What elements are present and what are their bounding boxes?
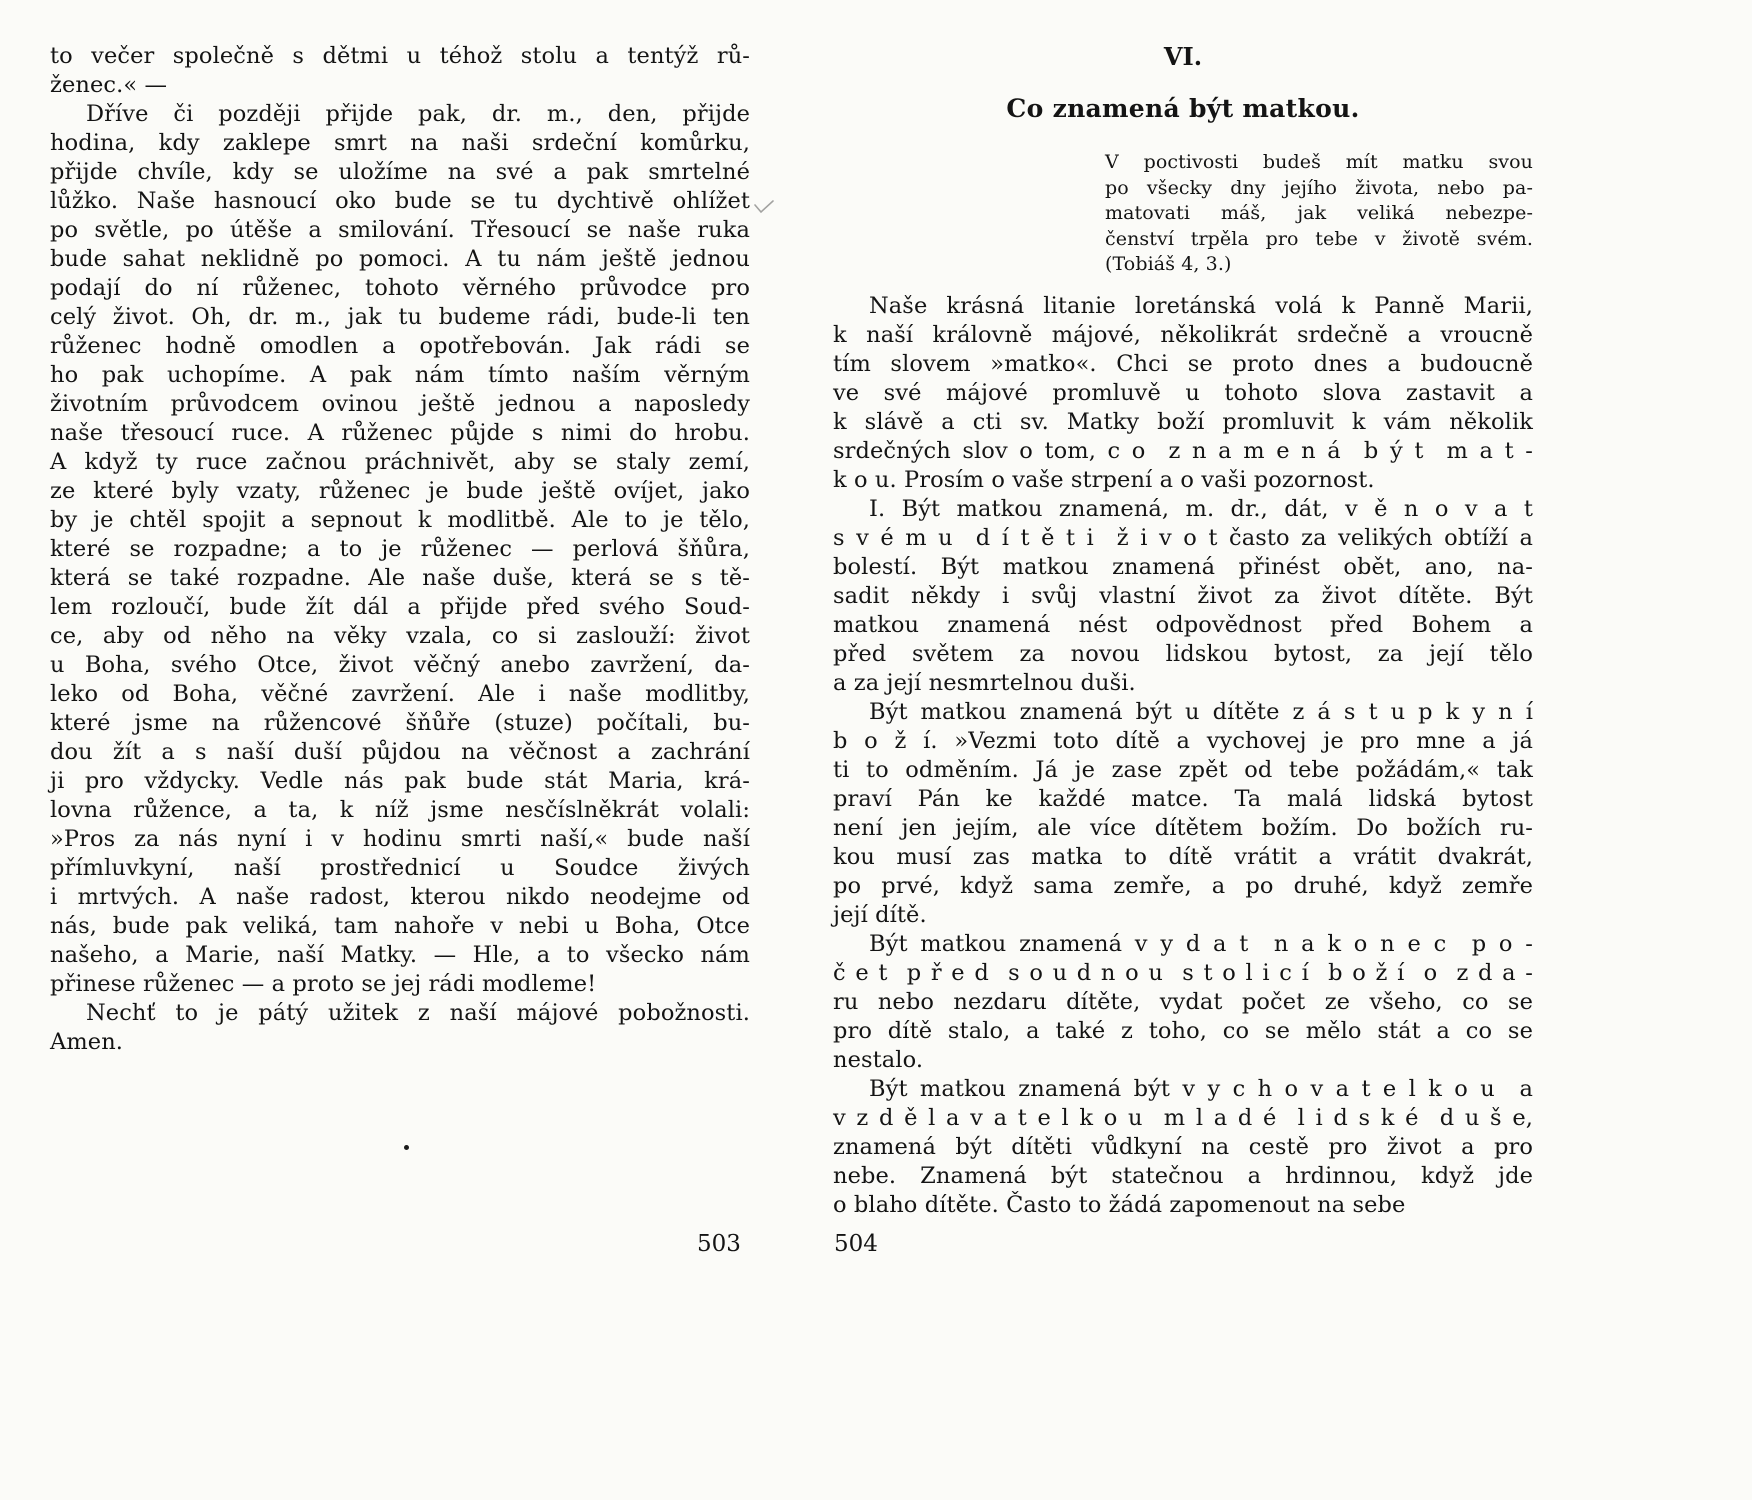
text-line: Nechť to je pátý užitek z naší májové pobožnosti. (86, 1000, 750, 1026)
text-line: I. Být matkou znamená, m. dr., dát, v ě n o v a t (869, 495, 1533, 522)
text-line: k o u. Prosím o vaše strpení a o vaši pozornost. (833, 466, 1375, 493)
text-line: naše třesoucí ruce. A růženec půjde s nimi do hrobu. (50, 420, 750, 446)
text-line: pro dítě stalo, a také z toho, co se mělo stát a co se (833, 1017, 1533, 1044)
text-line: b o ž í. »Vezmi toto dítě a vychovej je pro mne a já (833, 727, 1533, 754)
text-line: ru nebo nezdaru dítěte, vydat počet ze všeho, co se (833, 988, 1533, 1015)
chapter-title: Co znamená být matkou. (1006, 94, 1360, 123)
text-line: její dítě. (833, 901, 927, 928)
text-line: nás, bude pak veliká, tam nahoře v nebi u Boha, Otce (50, 913, 750, 939)
text-line: celý život. Oh, dr. m., jak tu budeme rádi, bude-li ten (50, 304, 750, 330)
text-line: Naše krásná litanie loretánská volá k Panně Marii, (869, 292, 1533, 319)
paragraph (833, 698, 1533, 930)
text-line: V poctivosti budeš mít matku svou (1105, 151, 1533, 173)
text-line: Amen. (50, 1029, 124, 1055)
text-line: ve své májové promluvě u tohoto slova zastavit a (833, 379, 1533, 406)
text-line: lem rozloučí, bude žít dál a přijde před svého Soud- (50, 594, 750, 620)
text-line: o blaho dítěte. Často to žádá zapomenout na sebe (833, 1191, 1406, 1218)
text-line: Být matkou znamená v y d a t n a k o n e c p o - (869, 930, 1533, 957)
paragraph (833, 930, 1533, 1075)
text-line: k naší královně májové, několikrát srdečně a vroucně (833, 321, 1533, 348)
text-line: po světle, po útěše a smilování. Třesoucí se naše ruka (50, 217, 750, 243)
text-line: (Tobiáš 4, 3.) (1105, 253, 1232, 275)
text-line: dou žít a s naší duší půjdou na věčnost a zachrání (50, 739, 750, 765)
text-line: Být matkou znamená být u dítěte z á s t u p k y n í (869, 698, 1533, 725)
page-number-left: 503 (697, 1231, 741, 1257)
text-line: ze které byly vzaty, růženec je bude ještě ovíjet, jako (50, 478, 750, 504)
paragraph (50, 999, 750, 1057)
text-line: znamená být dítěti vůdkyní na cestě pro život a pro (833, 1133, 1533, 1160)
text-line: to večer společně s dětmi u téhož stolu a tentýž rů- (50, 43, 750, 69)
text-line: v z d ě l a v a t e l k o u m l a d é l i d s k é d u š e, (833, 1104, 1533, 1131)
text-line: matkou znamená nést odpovědnost před Bohem a (833, 611, 1533, 638)
text-line: po všecky dny jejího života, nebo pa- (1105, 176, 1533, 199)
text-line: »Pros za nás nyní i v hodinu smrti naší,« bude naší (50, 826, 750, 852)
text-line: čenství trpěla pro tebe v životě svém. (1105, 227, 1533, 250)
pen-check-mark (752, 198, 778, 216)
text-line: ho pak uchopíme. A pak nám tímto naším věrným (50, 362, 750, 388)
text-line: po prvé, když sama zemře, a po druhé, když zemře (833, 872, 1533, 899)
paragraph (833, 292, 1533, 495)
text-line: i mrtvých. A naše radost, kterou nikdo neodejme od (50, 884, 750, 910)
text-line: bude sahat neklidně po pomoci. A tu nám ještě jednou (50, 246, 750, 272)
right-page (833, 42, 1533, 1220)
right-page-text (833, 292, 1533, 1220)
text-line: není jen jejím, ale více dítětem božím. Do božích ru- (833, 814, 1533, 841)
text-line: podají do ní růženec, tohoto věrného průvodce pro (50, 275, 750, 301)
text-line: A když ty ruce začnou práchnivět, aby se staly zemí, (50, 449, 750, 475)
paragraph (50, 42, 750, 100)
text-line: srdečných slov o tom, c o z n a m e n á b ý t m a t - (833, 437, 1533, 464)
text-line: sadit někdy i svůj vlastní život za život dítěte. Být (833, 582, 1533, 609)
text-line: s v é m u d í t ě t i ž i v o t často za velikých obtíží a (833, 524, 1533, 551)
text-line: hodina, kdy zaklepe smrt na naši srdeční komůrku, (50, 130, 750, 156)
text-line: životním průvodcem ovinou ještě jednou a naposledy (50, 391, 750, 417)
text-line: ji pro vždycky. Vedle nás pak bude stát Maria, krá- (50, 768, 750, 794)
text-line: bolestí. Být matkou znamená přinést obět, ano, na- (833, 553, 1533, 580)
text-line: by je chtěl spojit a sepnout k modlitbě. Ale to je tělo, (50, 507, 750, 533)
ink-dot-artifact (404, 1145, 409, 1150)
chapter-number: VI. (1163, 42, 1203, 71)
text-line: praví Pán ke každé matce. Ta malá lidská bytost (833, 785, 1533, 812)
text-line: k slávě a cti sv. Matky boží promluvit k vám několik (833, 408, 1533, 435)
paragraph (50, 100, 750, 999)
paragraph (1105, 150, 1533, 278)
text-line: tím slovem »matko«. Chci se proto dnes a budoucně (833, 350, 1533, 377)
text-line: nestalo. (833, 1046, 924, 1073)
text-line: které se rozpadne; a to je růženec — perlová šňůra, (50, 536, 750, 562)
text-line: které jsme na růžencové šňůře (stuze) počítali, bu- (50, 710, 750, 736)
text-line: přinese růženec — a proto se jej rádi modleme! (50, 971, 597, 997)
paragraph (833, 495, 1533, 698)
text-line: matovati máš, jak veliká nebezpe- (1105, 202, 1533, 224)
text-line: ce, aby od něho na věky vzala, co si zaslouží: život (50, 623, 750, 649)
text-line: kou musí zas matka to dítě vrátit a vrátit dvakrát, (833, 843, 1533, 870)
text-line: Být matkou znamená být v y c h o v a t e l k o u a (869, 1075, 1533, 1102)
text-line: ti to odměním. Já je zase zpět od tebe požádám,« tak (833, 756, 1533, 783)
text-line: přijde chvíle, kdy se uložíme na své a pak smrtelné (50, 159, 750, 185)
text-line: která se také rozpadne. Ale naše duše, která se s tě- (50, 565, 750, 591)
text-line: u Boha, svého Otce, život věčný anebo zavržení, da- (50, 652, 750, 678)
text-line: Dříve či později přijde pak, dr. m., den, přijde (86, 101, 750, 127)
text-line: před světem za novou lidskou bytost, za její tělo (833, 640, 1533, 667)
text-line: ženec.« — (50, 72, 168, 98)
left-page-text (50, 42, 750, 1057)
text-line: růženec hodně omodlen a opotřebován. Jak rádi se (50, 333, 750, 359)
paragraph (833, 1075, 1533, 1220)
page-number-right: 504 (834, 1231, 878, 1257)
epigraph (1105, 150, 1533, 278)
text-line: a za její nesmrtelnou duši. (833, 669, 1136, 696)
text-line: lovna růžence, a ta, k níž jsme nesčíslněkrát volali: (50, 797, 750, 823)
text-line: leko od Boha, věčné zavržení. Ale i naše modlitby, (50, 681, 750, 707)
text-line: nebe. Znamená být statečnou a hrdinnou, když jde (833, 1162, 1533, 1189)
text-line: přímluvkyní, naší prostřednicí u Soudce živých (50, 855, 750, 881)
text-line: lůžko. Naše hasnoucí oko bude se tu dychtivě ohlížet (50, 188, 750, 214)
left-page (50, 42, 750, 1057)
text-line: č e t p ř e d s o u d n o u s t o l i c í b o ž í o z d a - (833, 959, 1533, 986)
text-line: našeho, a Marie, naší Matky. — Hle, a to všecko nám (50, 942, 750, 968)
